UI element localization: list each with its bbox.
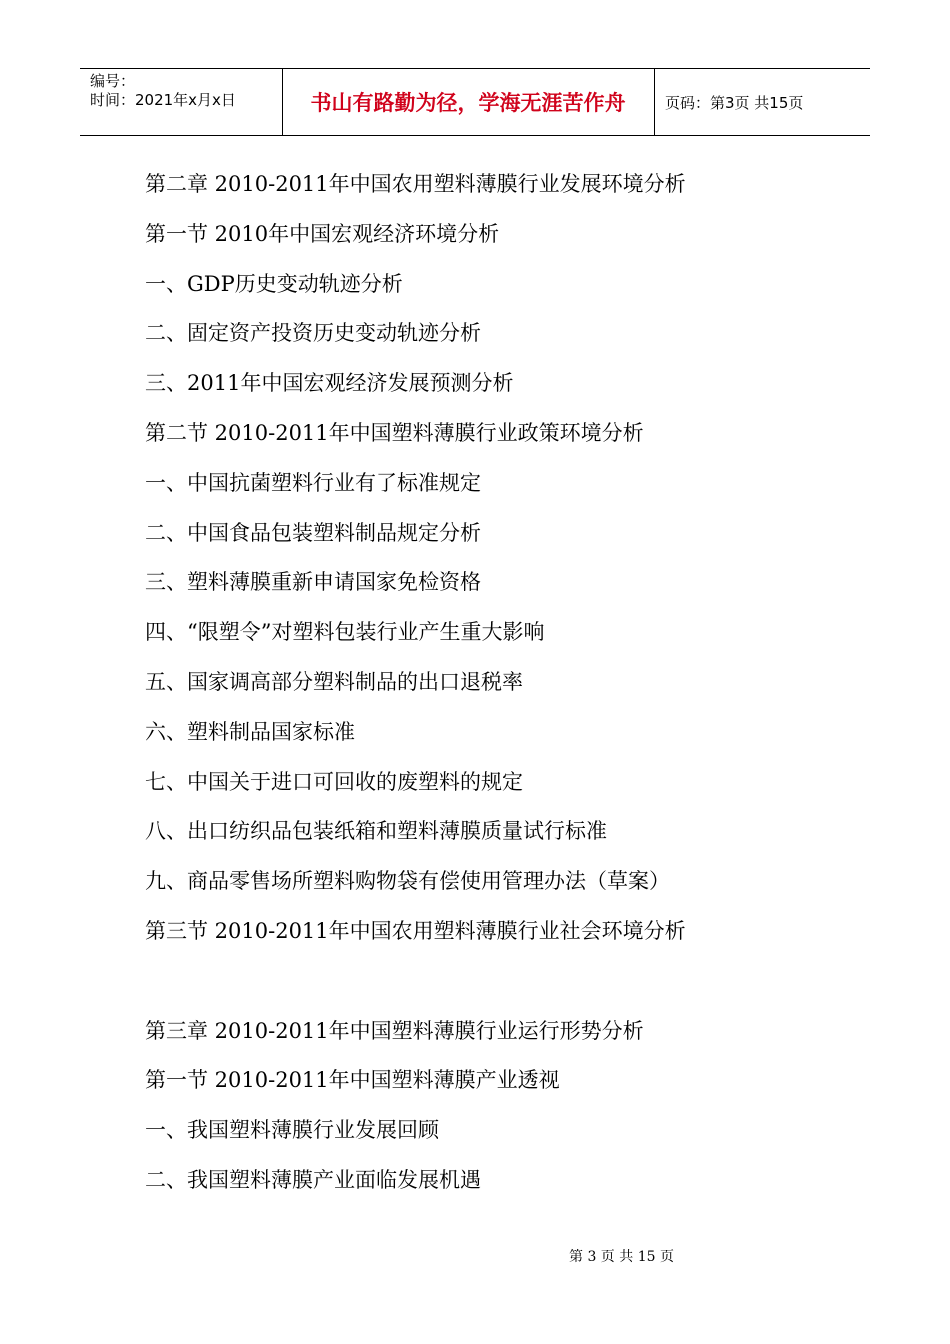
toc-spacer — [145, 963, 865, 1013]
toc-entry: 第三节 2010-2011年中国农用塑料薄膜行业社会环境分析 — [145, 918, 686, 943]
toc-entry: 第二章 2010-2011年中国农用塑料薄膜行业发展环境分析 — [145, 172, 686, 196]
toc-entry: 一、中国抗菌塑料行业有了标准规定 — [145, 470, 481, 495]
toc-entry: 七、中国关于进口可回收的废塑料的规定 — [145, 769, 523, 794]
document-date-label: 时间：2021年x月x日 — [90, 91, 236, 109]
table-of-contents — [145, 166, 865, 1212]
header-page-info: 页码：第3页 共15页 — [665, 93, 804, 112]
page-header — [80, 68, 870, 136]
page-footer: 第 3 页 共 15 页 — [569, 1249, 674, 1265]
toc-entry: 三、塑料薄膜重新申请国家免检资格 — [145, 570, 481, 595]
toc-entry: 一、我国塑料薄膜行业发展回顾 — [145, 1118, 439, 1143]
toc-entry: 第一节 2010-2011年中国塑料薄膜产业透视 — [145, 1068, 560, 1093]
header-motto: 书山有路勤为径，学海无涯苦作舟 — [282, 69, 655, 135]
toc-entry: 二、中国食品包装塑料制品规定分析 — [145, 520, 481, 545]
toc-entry: 八、出口纺织品包装纸箱和塑料薄膜质量试行标准 — [145, 819, 607, 844]
toc-entry: 九、商品零售场所塑料购物袋有偿使用管理办法（草案） — [145, 869, 670, 894]
toc-entry: 第二节 2010-2011年中国塑料薄膜行业政策环境分析 — [145, 420, 644, 445]
header-meta-cell — [80, 69, 283, 135]
toc-entry: 二、我国塑料薄膜产业面临发展机遇 — [145, 1167, 481, 1192]
toc-entry: 五、国家调高部分塑料制品的出口退税率 — [145, 669, 523, 694]
toc-entry: 第三章 2010-2011年中国塑料薄膜行业运行形势分析 — [145, 1018, 644, 1043]
document-number-label: 编号： — [90, 72, 136, 90]
toc-entry: 六、塑料制品国家标准 — [145, 719, 355, 744]
toc-entry: 三、2011年中国宏观经济发展预测分析 — [145, 371, 514, 396]
toc-entry: 一、GDP历史变动轨迹分析 — [145, 271, 403, 296]
toc-entry: 二、固定资产投资历史变动轨迹分析 — [145, 321, 481, 346]
toc-entry: 四、“限塑令”对塑料包装行业产生重大影响 — [145, 620, 545, 645]
toc-entry: 第一节 2010年中国宏观经济环境分析 — [145, 221, 500, 246]
